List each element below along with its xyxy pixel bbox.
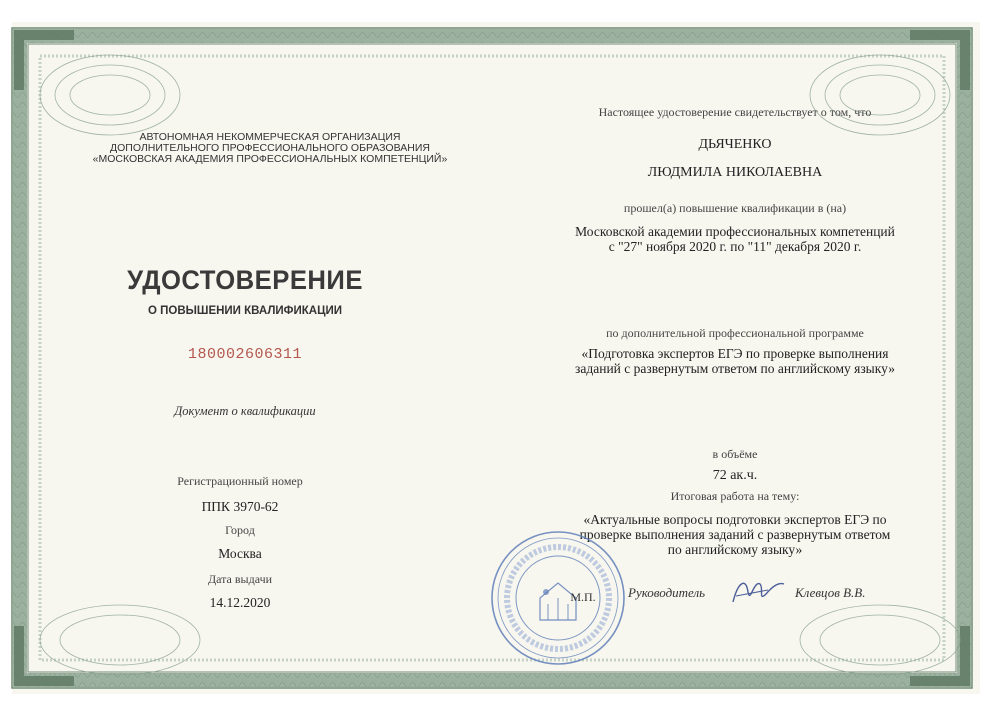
city-label: Город bbox=[225, 523, 255, 537]
intro-text: Настоящее удостоверение свидетельствует о том, что bbox=[598, 105, 872, 119]
registration-number: ППК 3970-62 bbox=[201, 499, 279, 514]
study-period: с "27" ноября 2020 г. по "11" декабря 2020 г. bbox=[608, 239, 862, 254]
head-name: Клевцов В.В. bbox=[795, 585, 866, 600]
handwritten-signature bbox=[728, 572, 788, 612]
org-line-3: «МОСКОВСКАЯ АКАДЕМИЯ ПРОФЕССИОНАЛЬНЫХ КОМПЕТЕНЦИЙ» bbox=[92, 153, 448, 165]
final-work-line-2: проверке выполнения заданий с развернутым ответом bbox=[579, 527, 891, 542]
holder-surname: ДЬЯЧЕНКО bbox=[698, 137, 772, 152]
passed-text: прошел(а) повышение квалификации в (на) bbox=[623, 201, 847, 215]
issue-date-label: Дата выдачи bbox=[207, 572, 273, 586]
document-type: Документ о квалификации bbox=[174, 404, 316, 418]
program-title-line-2: заданий с развернутым ответом по английскому языку» bbox=[575, 361, 895, 376]
program-label: по дополнительной профессиональной программе bbox=[606, 326, 864, 340]
final-work-line-1: «Актуальные вопросы подготовки экспертов ЕГЭ по bbox=[583, 512, 887, 527]
certificate-number: 180002606311 bbox=[187, 346, 303, 363]
certificate-subtitle: О ПОВЫШЕНИИ КВАЛИФИКАЦИИ bbox=[147, 305, 343, 317]
registration-label: Регистрационный номер bbox=[177, 474, 303, 488]
final-work-line-3: по английскому языку» bbox=[667, 542, 803, 557]
certificate-title: УДОСТОВЕРЕНИЕ bbox=[127, 265, 363, 295]
stamp-mark: М.П. bbox=[570, 590, 596, 604]
final-work-label: Итоговая работа на тему: bbox=[670, 489, 800, 503]
program-title-line-1: «Подготовка экспертов ЕГЭ по проверке выполнения bbox=[581, 346, 889, 361]
volume-label: в объёме bbox=[712, 447, 758, 461]
organization-stamp bbox=[488, 528, 628, 668]
volume-value: 72 ак.ч. bbox=[712, 468, 758, 483]
issue-date-value: 14.12.2020 bbox=[209, 595, 271, 610]
head-label: Руководитель bbox=[628, 585, 706, 600]
holder-given-names: ЛЮДМИЛА НИКОЛАЕВНА bbox=[647, 165, 823, 180]
org-line-1: АВТОНОМНАЯ НЕКОММЕРЧЕСКАЯ ОРГАНИЗАЦИЯ bbox=[139, 131, 401, 143]
org-line-2: ДОПОЛНИТЕЛЬНОГО ПРОФЕССИОНАЛЬНОГО ОБРАЗОВАНИЯ bbox=[110, 142, 430, 154]
academy-name: Московской академии профессиональных компетенций bbox=[575, 224, 895, 239]
city-value: Москва bbox=[218, 546, 262, 561]
